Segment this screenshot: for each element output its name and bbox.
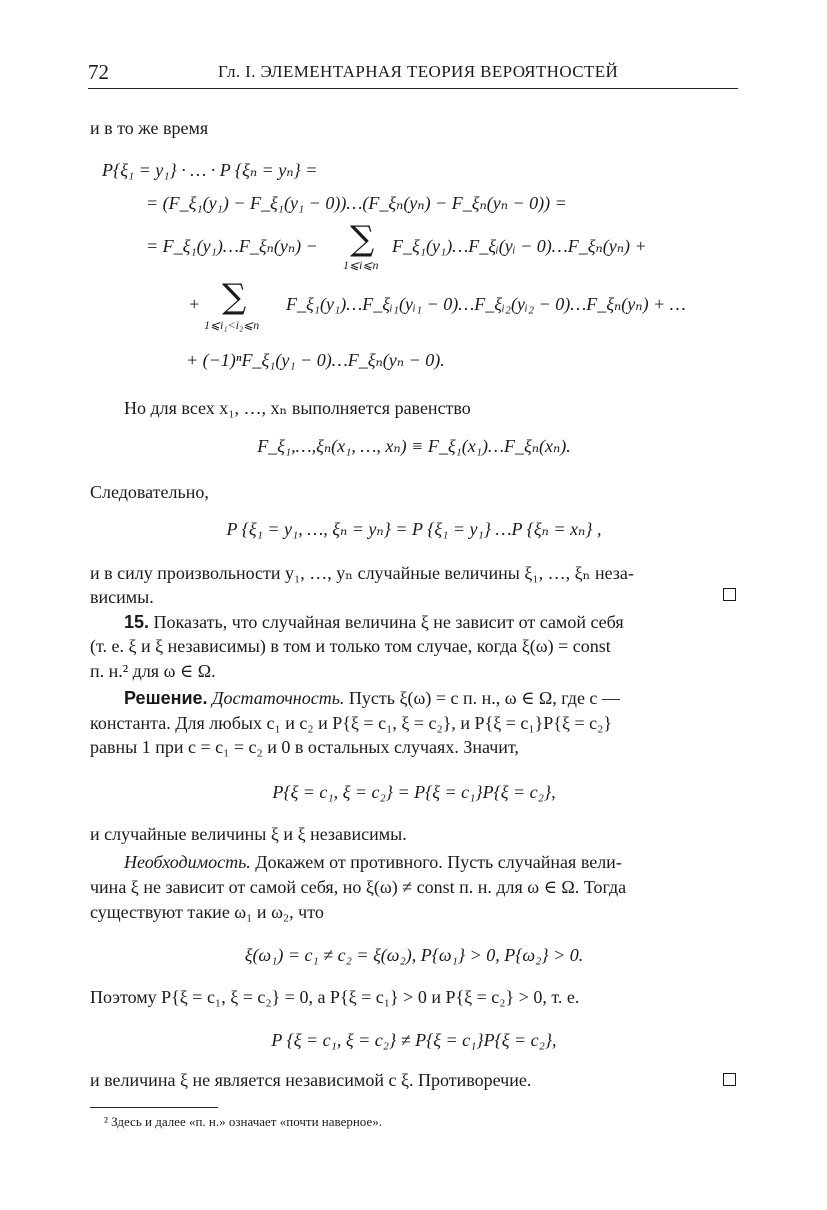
problem-number: 15.: [124, 612, 150, 632]
problem-text-1: Показать, что случайная величина ξ не зависит от самой себя: [153, 612, 624, 632]
equation-4: P{ξ = c₁, ξ = c₂} = P{ξ = c₁}P{ξ = c₂},: [272, 782, 556, 802]
footnote: ² Здесь и далее «п. н.» означает «почти наверное».: [104, 1114, 382, 1129]
equation-1-line-4-left: +: [188, 294, 201, 314]
equation-6: P {ξ = c₁, ξ = c₂} ≠ P{ξ = c₁}P{ξ = c₂},: [271, 1030, 557, 1050]
intro-text: и в то же время: [90, 118, 209, 138]
running-title: Гл. I. ЭЛЕМЕНТАРНАЯ ТЕОРИЯ ВЕРОЯТНОСТЕЙ: [218, 62, 619, 81]
equation-1-line-4-right: F_ξ₁(y₁)…F_ξᵢ₁(yᵢ₁ − 0)…F_ξᵢ₂(yᵢ₂ − 0)…F_ξₙ(yₙ) + …: [286, 294, 686, 314]
problem-line-3: п. н.² для ω ∈ Ω.: [90, 661, 216, 681]
page-number: 72: [88, 60, 109, 84]
summation-sign: ∑: [350, 219, 375, 259]
conclusion-line-2: висимы.: [90, 587, 154, 607]
solution-line-2: константа. Для любых c₁ и c₂ и P{ξ = c₁, ξ = c₂}, и P{ξ = c₁}P{ξ = c₂}: [90, 713, 613, 733]
summation-limit: 1⩽i⩽n: [343, 258, 379, 272]
solution-text-1: Пусть ξ(ω) = c п. н., ω ∈ Ω, где c —: [348, 688, 620, 708]
double-summation-sign: ∑: [222, 277, 247, 317]
solution-line-4: и случайные величины ξ и ξ независимы.: [90, 824, 407, 844]
equation-1-line-2: = (F_ξ₁(y₁) − F_ξ₁(y₁ − 0))…(F_ξₙ(yₙ) − F_ξₙ(yₙ − 0)) =: [146, 193, 567, 213]
necessity-line-3: существуют такие ω₁ и ω₂, что: [90, 902, 324, 922]
necessity-line-4: Поэтому P{ξ = c₁, ξ = c₂} = 0, а P{ξ = c₁} > 0 и P{ξ = c₂} > 0, т. е.: [90, 987, 580, 1007]
page-header: [88, 58, 738, 89]
necessity-line-1: [124, 850, 772, 874]
equation-2: F_ξ₁,…,ξₙ(x₁, …, xₙ) ≡ F_ξ₁(x₁)…F_ξₙ(xₙ).: [257, 436, 571, 456]
necessity-label: Необходимость.: [124, 852, 251, 872]
sufficiency-label: Достаточность.: [212, 688, 345, 708]
equation-3: P {ξ₁ = y₁, …, ξₙ = yₙ} = P {ξ₁ = y₁} …P {ξₙ = xₙ} ,: [226, 519, 602, 539]
double-summation-limit: 1⩽i₁<i₂⩽n: [204, 318, 260, 332]
text-for-all: Но для всех x₁, …, xₙ выполняется равенство: [124, 398, 471, 418]
text-therefore: Следовательно,: [90, 482, 209, 502]
problem-line-2: (т. е. ξ и ξ независимы) в том и только том случае, когда ξ(ω) = const: [90, 636, 611, 656]
solution-line-3: равны 1 при c = c₁ = c₂ и 0 в остальных случаях. Значит,: [90, 737, 519, 757]
equation-5: ξ(ω₁) = c₁ ≠ c₂ = ξ(ω₂), P{ω₁} > 0, P{ω₂} > 0.: [244, 945, 584, 965]
equation-1-line-1: P{ξ₁ = y₁} · … · P {ξₙ = yₙ} =: [102, 160, 318, 180]
qed-symbol-2: [723, 1073, 736, 1086]
solution-line-1: [124, 686, 772, 710]
necessity-line-2: чина ξ не зависит от самой себя, но ξ(ω) ≠ const п. н. для ω ∈ Ω. Тогда: [90, 877, 627, 897]
equation-1-line-5: + (−1)ⁿF_ξ₁(y₁ − 0)…F_ξₙ(yₙ − 0).: [186, 350, 445, 370]
footnote-rule: [90, 1107, 218, 1108]
qed-symbol: [723, 588, 736, 601]
necessity-line-5: и величина ξ не является независимой с ξ. Противоречие.: [90, 1070, 532, 1090]
conclusion-line-1: и в силу произвольности y₁, …, yₙ случайные величины ξ₁, …, ξₙ неза-: [90, 563, 634, 583]
equation-1-line-3-right: F_ξ₁(y₁)…F_ξᵢ(yᵢ − 0)…F_ξₙ(yₙ) +: [392, 236, 647, 256]
equation-1-line-3-left: = F_ξ₁(y₁)…F_ξₙ(yₙ) −: [146, 236, 318, 256]
problem-line-1: [124, 610, 772, 634]
solution-label: Решение.: [124, 688, 208, 708]
necessity-text-1: Докажем от противного. Пусть случайная вели-: [255, 852, 622, 872]
